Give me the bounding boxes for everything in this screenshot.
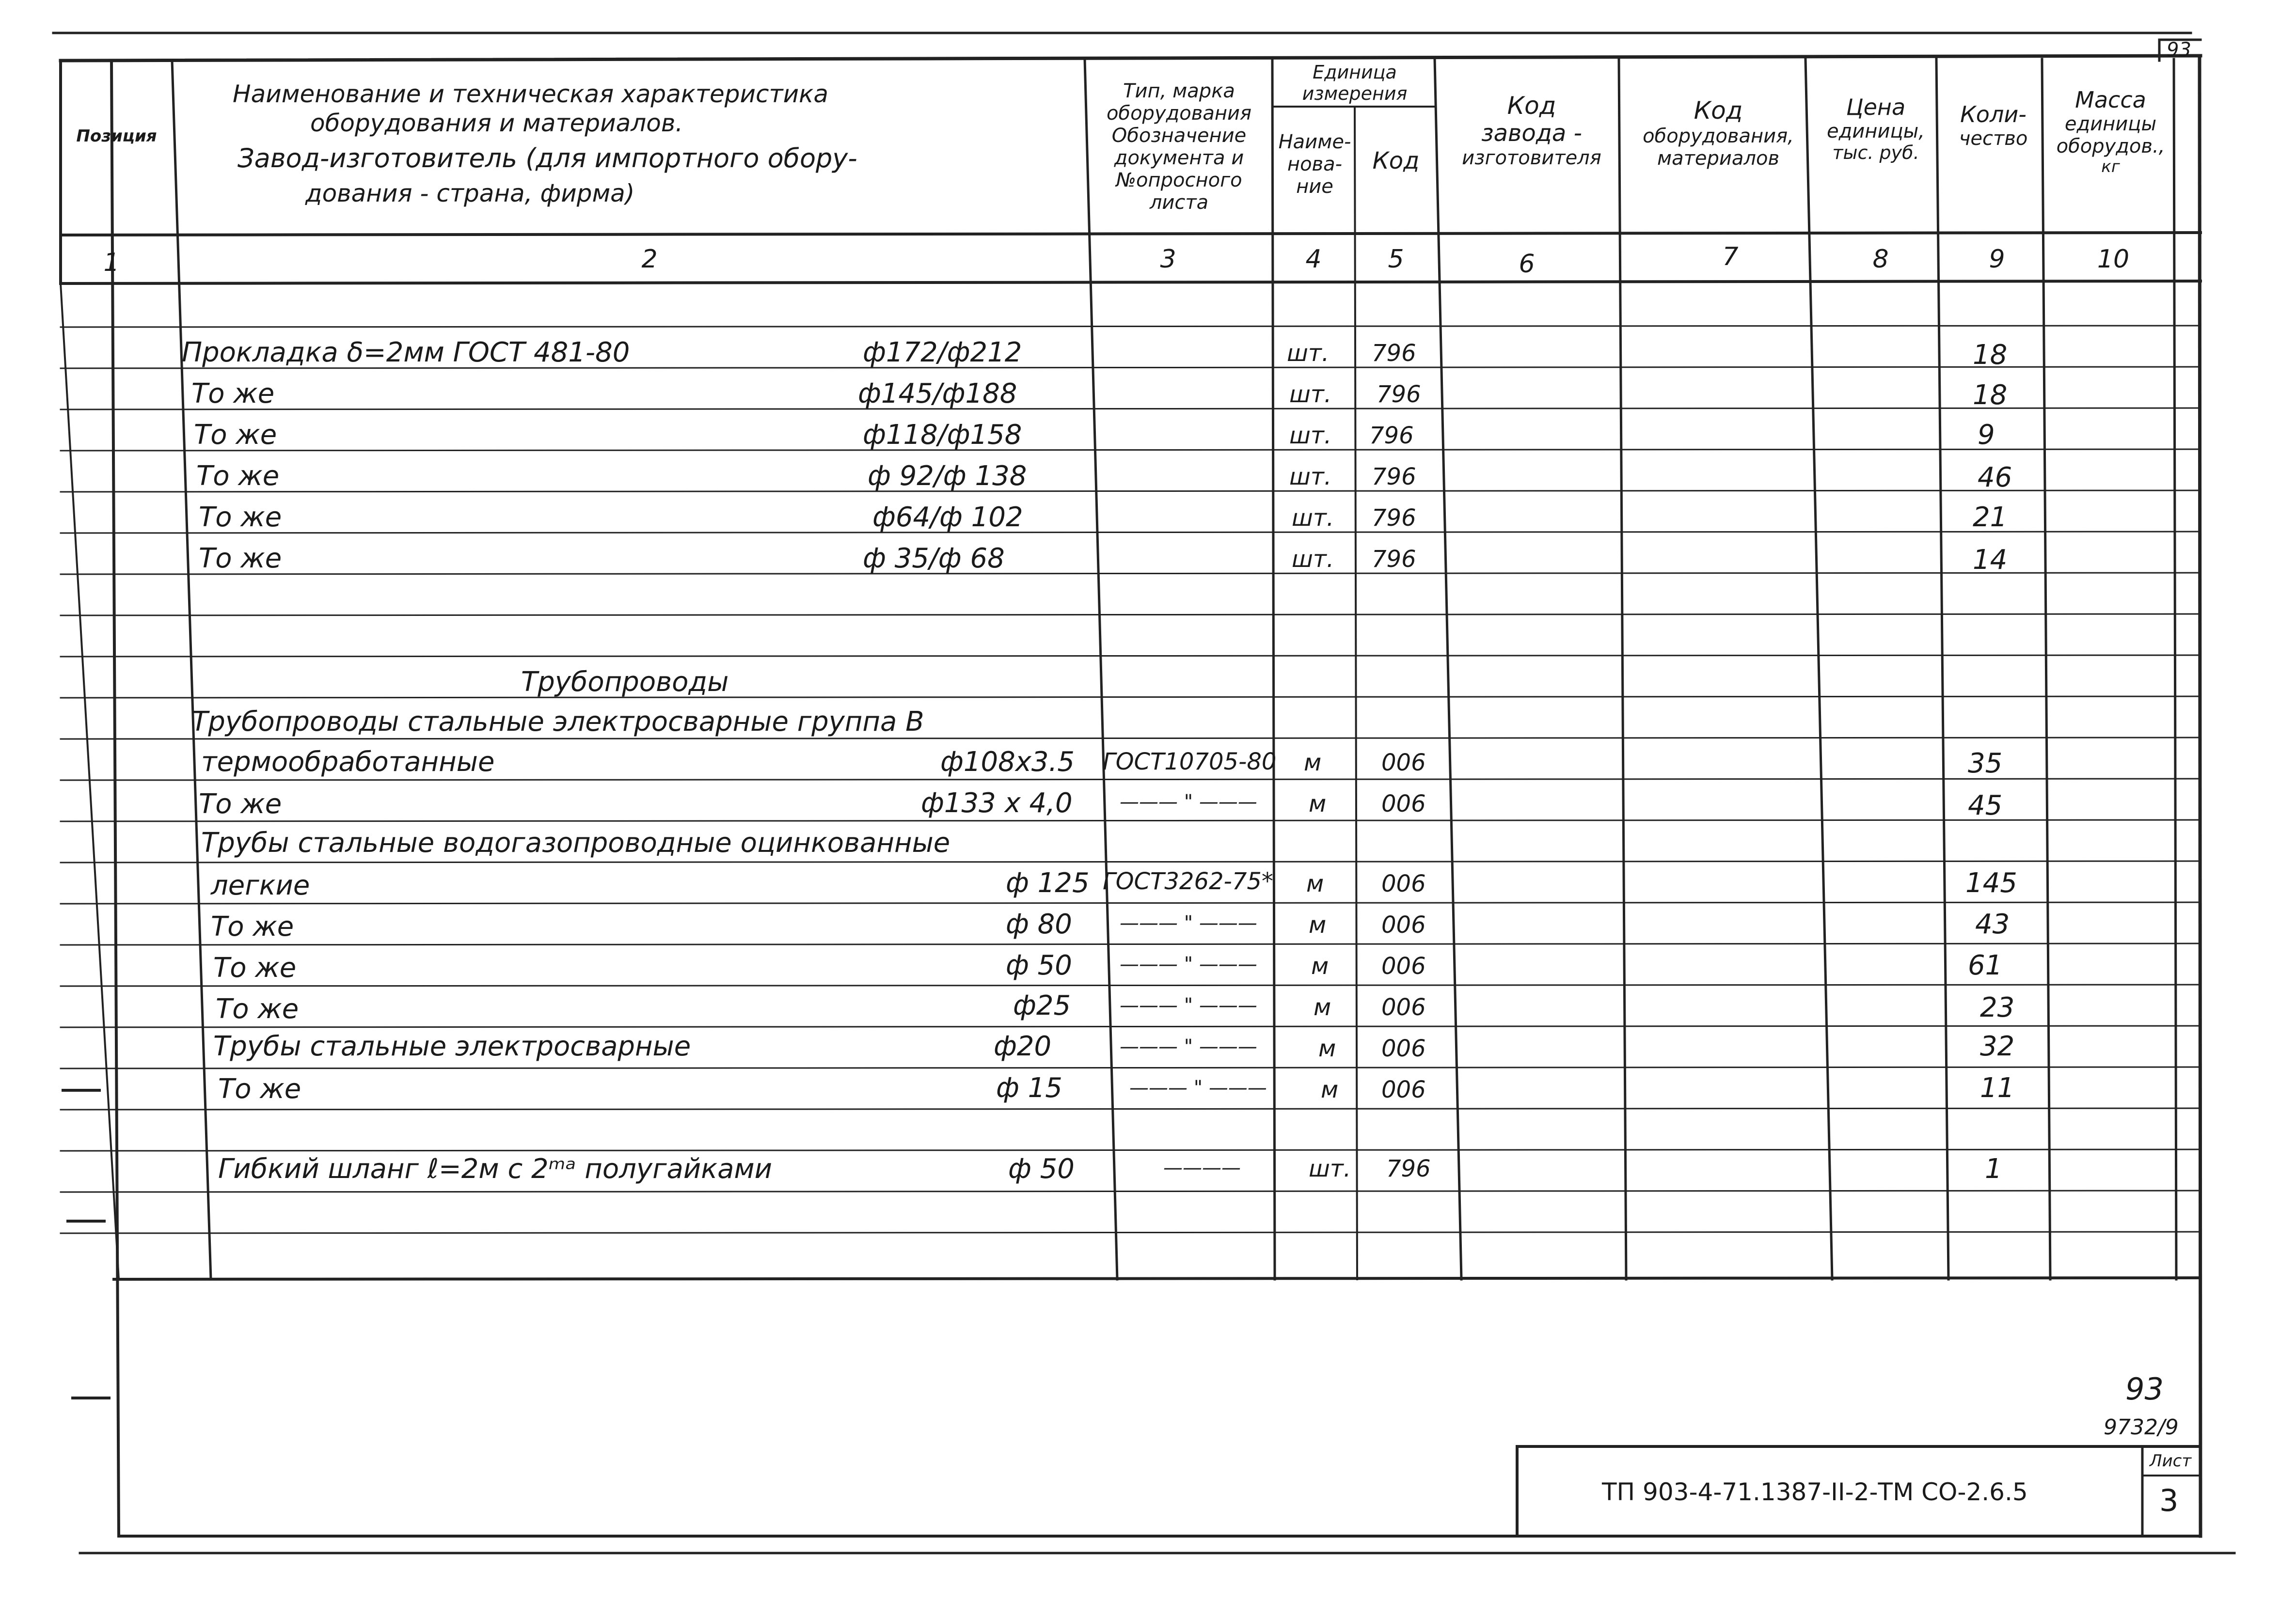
row-qty: 43 [1975,909,2010,940]
row-size: ф133 х 4,0 [921,787,1073,819]
row-unit: м [1318,1035,1336,1062]
row-code: 796 [1372,340,1416,367]
header-quantity-line1: Коли- [1960,101,2027,127]
row-unit: шт. [1309,1155,1351,1182]
column-number-4: 4 [1305,245,1322,274]
row-unit: м [1309,790,1327,817]
row-qty: 9 [1978,419,1995,451]
row-qty: 61 [1968,950,2003,981]
row-unit: шт. [1292,504,1334,532]
row-unit: м [1304,749,1322,776]
header-unit-name-line3: ние [1296,175,1333,198]
row-doc: ——— " ——— [1129,1077,1267,1099]
column-number-6: 6 [1519,250,1535,279]
column-number-1: 1 [103,248,120,277]
row-size: ф 92/ф 138 [868,460,1027,492]
sheet-number-handwritten: 93 [2125,1371,2164,1407]
row-name: Трубы стальные водогазопроводные оцинкованные [201,827,950,859]
sheet-value: 3 [2159,1483,2179,1518]
column-number-5: 5 [1388,245,1404,274]
header-unit-name-line1: Наиме- [1278,131,1351,153]
header-price-line1: Цена [1846,94,1906,120]
row-name: То же [194,419,277,451]
row-code: 006 [1381,1076,1426,1103]
row-name: То же [196,460,280,492]
row-doc: ——— " ——— [1120,791,1257,813]
row-qty: 21 [1973,502,2008,533]
row-qty: 45 [1968,790,2003,821]
row-size: ф118/ф158 [863,419,1022,451]
row-name: Трубы стальные электросварные [213,1031,691,1062]
header-unit-code: Код [1372,147,1420,174]
header-mass [2046,87,2175,176]
header-name-line2: оборудования и материалов. [310,109,683,137]
row-unit: шт. [1292,546,1334,573]
header-factory-code-line1: Код [1507,92,1556,120]
header-material-code-line3: материалов [1657,147,1780,170]
row-name: Трубопроводы стальные электросварные группа В [191,706,924,738]
row-doc: ———— [1163,1157,1241,1179]
column-number-3: 3 [1160,245,1176,274]
row-code: 796 [1377,381,1421,408]
header-name-line4: дования - страна, фирма) [305,179,635,207]
inventory-number: 9732/9 [2104,1415,2179,1440]
header-price-line2: единицы, [1827,120,1925,142]
header-type-line4: документа и [1114,147,1244,169]
header-type [1086,80,1272,214]
row-name: термообработанные [201,746,495,778]
header-factory-code-line3: изготовителя [1462,146,1601,169]
header-price [1813,94,1939,164]
row-qty: 32 [1980,1031,2015,1062]
row-size: ф 35/ф 68 [863,543,1005,574]
row-size: ф64/ф 102 [872,502,1023,533]
row-doc: ——— " ——— [1120,912,1257,934]
row-code: 006 [1381,1035,1426,1062]
row-code: 796 [1372,463,1416,490]
header-type-line3: Обозначение [1111,125,1247,147]
row-name: легкие [211,870,310,901]
row-code: 006 [1381,749,1426,776]
row-code: 006 [1381,911,1426,939]
header-mass-line4: кг [2101,157,2120,176]
header-material-code-line1: Код [1694,96,1743,125]
row-qty: 14 [1973,544,2008,576]
row-doc: ——— " ——— [1120,994,1257,1017]
header-mass-line1: Масса [2075,87,2146,113]
row-doc: ГОСТ10705-80 [1103,748,1277,775]
row-unit: шт. [1289,463,1332,490]
section-title: Трубопроводы [521,666,729,698]
row-unit: м [1311,953,1329,980]
column-number-10: 10 [2097,245,2130,274]
row-unit: шт. [1287,340,1330,367]
row-code: 006 [1381,870,1426,897]
row-qty: 35 [1968,748,2003,779]
row-size: ф 50 [1006,950,1072,981]
row-unit: м [1309,911,1327,939]
row-code: 796 [1369,422,1414,449]
row-size: ф 15 [996,1072,1062,1104]
header-material-code-line2: оборудования, [1643,125,1794,147]
row-qty: 145 [1965,867,2017,899]
header-factory-code-line2: завода - [1481,119,1582,147]
header-name-line1: Наименование и техническая характеристика [233,80,828,108]
page-corner-number: 93 [2167,39,2191,61]
header-mass-line3: оборудов., [2056,135,2165,157]
header-type-line1: Тип, марка [1123,80,1235,102]
row-doc: ——— " ——— [1120,953,1257,975]
column-number-8: 8 [1872,245,1889,274]
row-qty: 11 [1980,1072,2015,1104]
row-name: То же [199,788,282,820]
row-unit: шт. [1289,422,1332,449]
row-name: То же [218,1073,301,1105]
header-factory-code [1440,92,1624,169]
row-doc: ——— " ——— [1120,1036,1257,1058]
row-code: 006 [1381,994,1426,1021]
row-name: То же [211,911,294,942]
row-size: ф 80 [1006,909,1072,940]
row-qty: 23 [1980,992,2015,1023]
header-name-line3: Завод-изготовитель (для импортного обору- [238,143,857,173]
row-name: Прокладка δ=2мм ГОСТ 481-80 [182,337,630,368]
row-code: 796 [1372,546,1416,573]
row-size: ф25 [1013,990,1071,1021]
header-material-code [1624,97,1813,170]
header-unit-group: Единица измерения [1302,62,1408,104]
column-number-7: 7 [1722,242,1739,271]
document-code: ТП 903-4-71.1387-II-2-ТМ СО-2.6.5 [1602,1478,2028,1506]
row-size: ф20 [994,1031,1052,1062]
header-position: Позиция [76,126,157,146]
row-code: 006 [1381,790,1426,817]
header-unit-name-line2: нова- [1287,153,1343,175]
row-name: То же [191,378,275,409]
row-qty: 1 [1985,1153,2002,1185]
row-size: ф145/ф188 [858,378,1017,409]
row-size: ф 125 [1006,867,1090,899]
row-name: То же [216,993,299,1025]
row-doc: ГОСТ3262-75* [1103,868,1273,895]
row-size: ф 50 [1008,1153,1075,1185]
header-unit-name [1275,131,1355,198]
row-size: ф172/ф212 [863,337,1022,368]
row-name: То же [199,502,282,533]
row-name: Гибкий шланг ℓ=2м с 2ᵐᵃ полугайками [218,1153,773,1185]
row-name: То же [213,952,297,984]
row-qty: 46 [1978,462,2012,493]
row-code: 796 [1386,1155,1431,1182]
header-type-line2: оборудования [1106,102,1252,125]
header-quantity [1941,102,2045,150]
row-name: То же [199,543,282,574]
row-unit: м [1306,870,1324,897]
row-unit: шт. [1289,381,1332,408]
row-code: 006 [1381,953,1426,980]
header-type-line5: №опросного [1116,169,1242,191]
column-number-9: 9 [1989,245,2005,274]
header-quantity-line2: чество [1959,127,2028,150]
header-price-line3: тыс. руб. [1832,141,1919,163]
header-type-line6: листа [1149,191,1209,214]
row-code: 796 [1372,504,1416,532]
row-qty: 18 [1973,379,2008,411]
column-number-2: 2 [641,245,658,274]
row-unit: м [1321,1076,1339,1103]
row-qty: 18 [1973,339,2008,371]
row-unit: м [1314,994,1331,1021]
header-mass-line2: единицы [2064,112,2157,135]
sheet-label: Лист [2150,1451,2192,1471]
row-size: ф108х3.5 [940,746,1075,778]
